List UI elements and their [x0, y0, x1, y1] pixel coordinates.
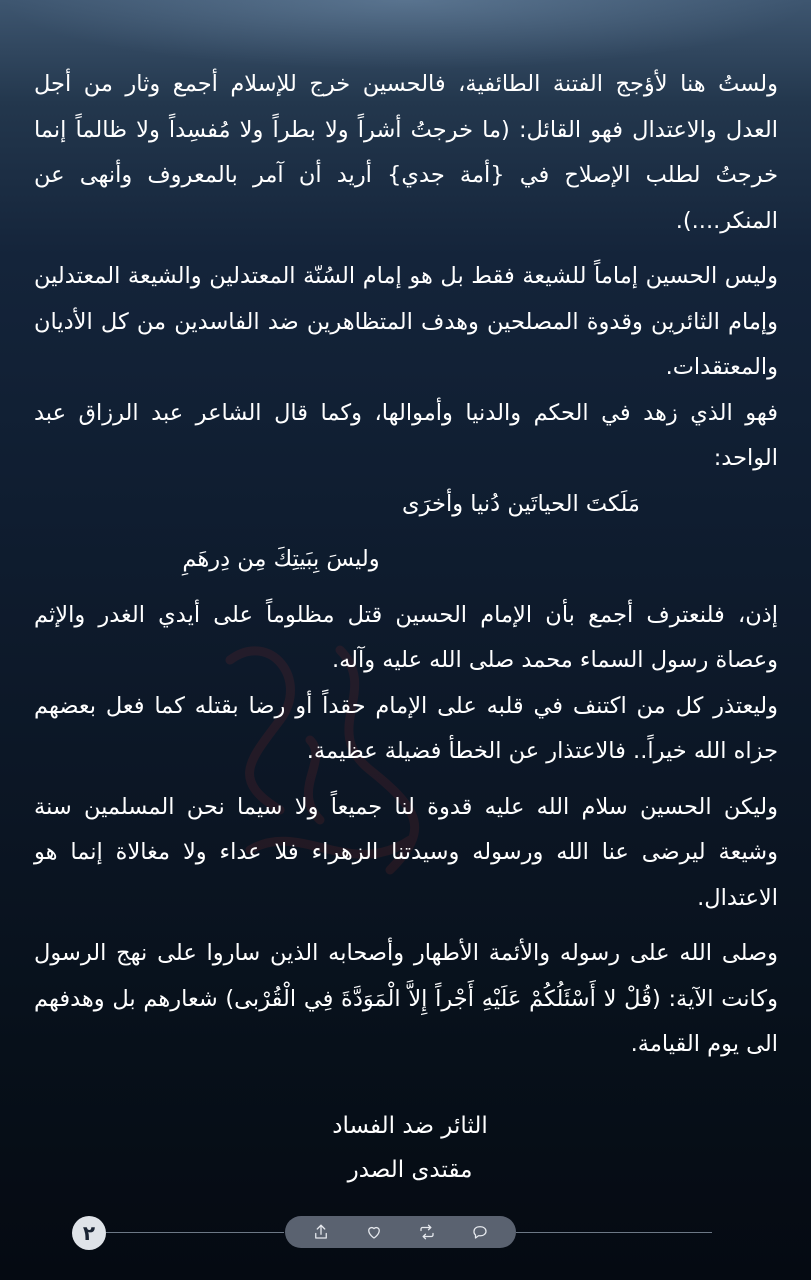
reply-button[interactable]	[469, 1221, 491, 1243]
divider-line	[516, 1232, 712, 1233]
heart-icon	[365, 1223, 383, 1241]
paragraph: ولستُ هنا لأؤجج الفتنة الطائفية، فالحسين خرج للإسلام أجمع وثار من أجل العدل والاعتدال فهو القائل: (ما خرجتُ أشراً ولا بطراً ولا مُفسِداً ولا ظالماً إنما خرجتُ لطلب الإصلاح في {أمة جدي} أريد أن آمر بالمعروف وأنهى عن المنكر....).	[34, 71, 778, 234]
reply-icon	[471, 1223, 489, 1241]
share-icon	[312, 1223, 330, 1241]
poem-verse-line: مَلَكتَ الحياتَين دُنيا وأخرَى	[402, 490, 640, 517]
paragraph: وليعتذر كل من اكتنف في قلبه على الإمام حقداً أو رضا بقتله كما فعل بعضهم جزاه الله خيراً.. فالاعتذار عن الخطأ فضيلة عظيمة.	[34, 692, 778, 764]
page-number-badge: ٢	[72, 1216, 106, 1250]
header-texture	[0, 0, 811, 70]
signature	[260, 1104, 560, 1192]
share-button[interactable]	[310, 1221, 332, 1243]
poem-verse-line: وليسَ بِبَيتِكَ مِن دِرهَمِ	[182, 546, 380, 572]
paragraph: وصلى الله على رسوله والأئمة الأطهار وأصحابه الذين ساروا على نهج الرسول وكانت الآية: (قُلْ لا أَسْئَلُكُمْ عَلَيْهِ أَجْراً إِلاَّ الْمَوَدَّةَ فِي الْقُرْبى) شعارهم بل وهدفهم الى يوم القيامة.	[34, 940, 778, 1057]
retweet-icon	[418, 1223, 436, 1241]
paragraph: وليس الحسين إماماً للشيعة فقط بل هو إمام السُنّة المعتدلين والشيعة المعتدلين وإمام الثائرين وقدوة المصلحين وهدف المتظاهرين ضد الفاسدين من كل الأديان والمعتقدات.	[34, 263, 778, 380]
retweet-button[interactable]	[416, 1221, 438, 1243]
paragraph: فهو الذي زهد في الحكم والدنيا وأموالها، وكما قال الشاعر عبد الرزاق عبد الواحد:	[34, 399, 778, 471]
tweet-actions-bar	[285, 1216, 516, 1248]
paragraph: إذن، فلنعترف أجمع بأن الإمام الحسين قتل مظلوماً على أيدي الغدر والإثم وعصاة رسول السماء محمد صلى الله عليه وآله.	[34, 601, 778, 673]
signature-title: الثائر ضد الفساد	[332, 1113, 488, 1139]
signature-name: مقتدى الصدر	[347, 1157, 473, 1183]
divider-line	[106, 1232, 284, 1233]
like-button[interactable]	[363, 1221, 385, 1243]
article-body	[34, 62, 778, 1078]
paragraph: وليكن الحسين سلام الله عليه قدوة لنا جميعاً ولا سيما نحن المسلمين سنة وشيعة ليرضى عنا الله ورسوله وسيدتنا الزهراء فلا عداء ولا مغالاة إنما هو الاعتدال.	[34, 793, 778, 911]
